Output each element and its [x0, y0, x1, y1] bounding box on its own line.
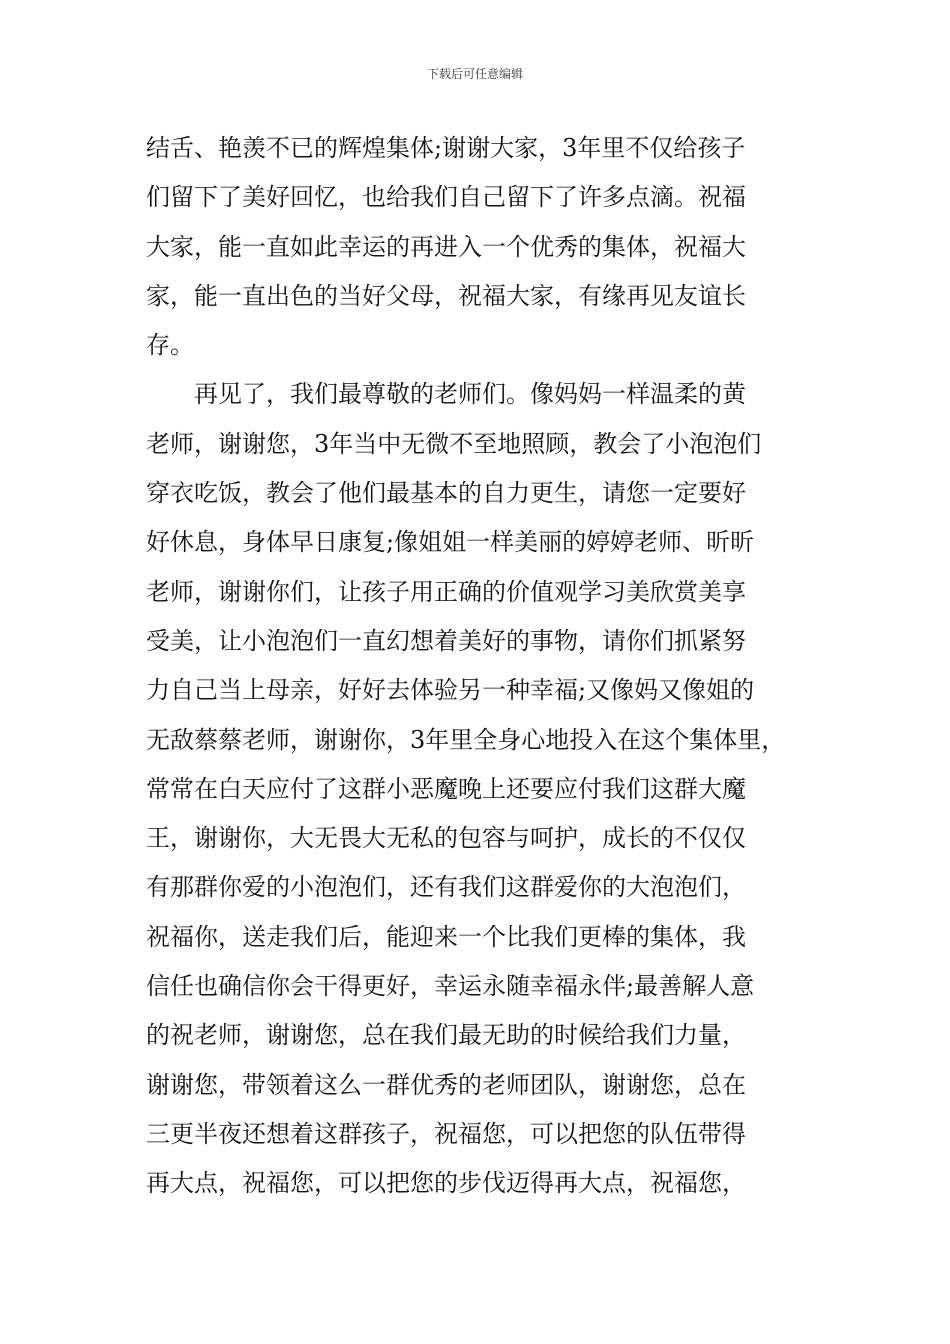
text-line: 好休息，身体早日康复;像姐姐一样美丽的婷婷老师、昕昕: [146, 528, 755, 557]
text-line: 受美，让小泡泡们一直幻想着美好的事物，请你们抓紧努: [146, 626, 746, 655]
text-line: 三更半夜还想着这群孩子，祝福您，可以把您的队伍带得: [146, 1119, 746, 1148]
text-line: 结舌、艳羡不已的辉煌集体;谢谢大家，3年里不仅给孩子: [146, 134, 746, 162]
text-line: 再大点，祝福您，可以把您的步伐迈得再大点，祝福您，: [146, 1169, 746, 1198]
document-body: [146, 124, 826, 1209]
text-line: 常常在白天应付了这群小恶魔晚上还要应付我们这群大魔: [146, 774, 746, 803]
text-line: 力自己当上母亲，好好去体验另一种幸福;又像妈又像姐的: [146, 676, 755, 705]
text-line: 无敌蔡蔡老师，谢谢你，3年里全身心地投入在这个集体里，: [146, 725, 786, 754]
text-line: 大家，能一直如此幸运的再进入一个优秀的集体，祝福大: [146, 232, 746, 261]
text-line: 老师，谢谢你们，让孩子用正确的价值观学习美欣赏美享: [146, 577, 746, 606]
text-line: 穿衣吃饭，教会了他们最基本的自力更生，请您一定要好: [146, 479, 746, 508]
text-line: 祝福你，送走我们后，能迎来一个比我们更棒的集体，我: [146, 922, 746, 951]
text-line: 家，能一直出色的当好父母，祝福大家，有缘再见友谊长: [146, 281, 746, 310]
text-line: 信任也确信你会干得更好，幸运永随幸福永伴;最善解人意: [146, 972, 755, 1001]
text-line: 们留下了美好回忆，也给我们自己留下了许多点滴。祝福: [146, 183, 746, 212]
text-line: 的祝老师，谢谢您，总在我们最无助的时候给我们力量，: [146, 1021, 746, 1050]
text-line: 存。: [146, 331, 194, 360]
text-line: 有那群你爱的小泡泡们，还有我们这群爱你的大泡泡们，: [146, 873, 746, 902]
text-line: 老师，谢谢您，3年当中无微不至地照顾，教会了小泡泡们: [146, 429, 762, 458]
text-line: 再见了，我们最尊敬的老师们。像妈妈一样温柔的黄: [146, 380, 746, 409]
text-line: 谢谢您，带领着这么一群优秀的老师团队，谢谢您，总在: [146, 1070, 746, 1099]
text-line: 王，谢谢你，大无畏大无私的包容与呵护，成长的不仅仅: [146, 824, 746, 853]
page-header: 下载后可任意编辑: [426, 67, 523, 81]
